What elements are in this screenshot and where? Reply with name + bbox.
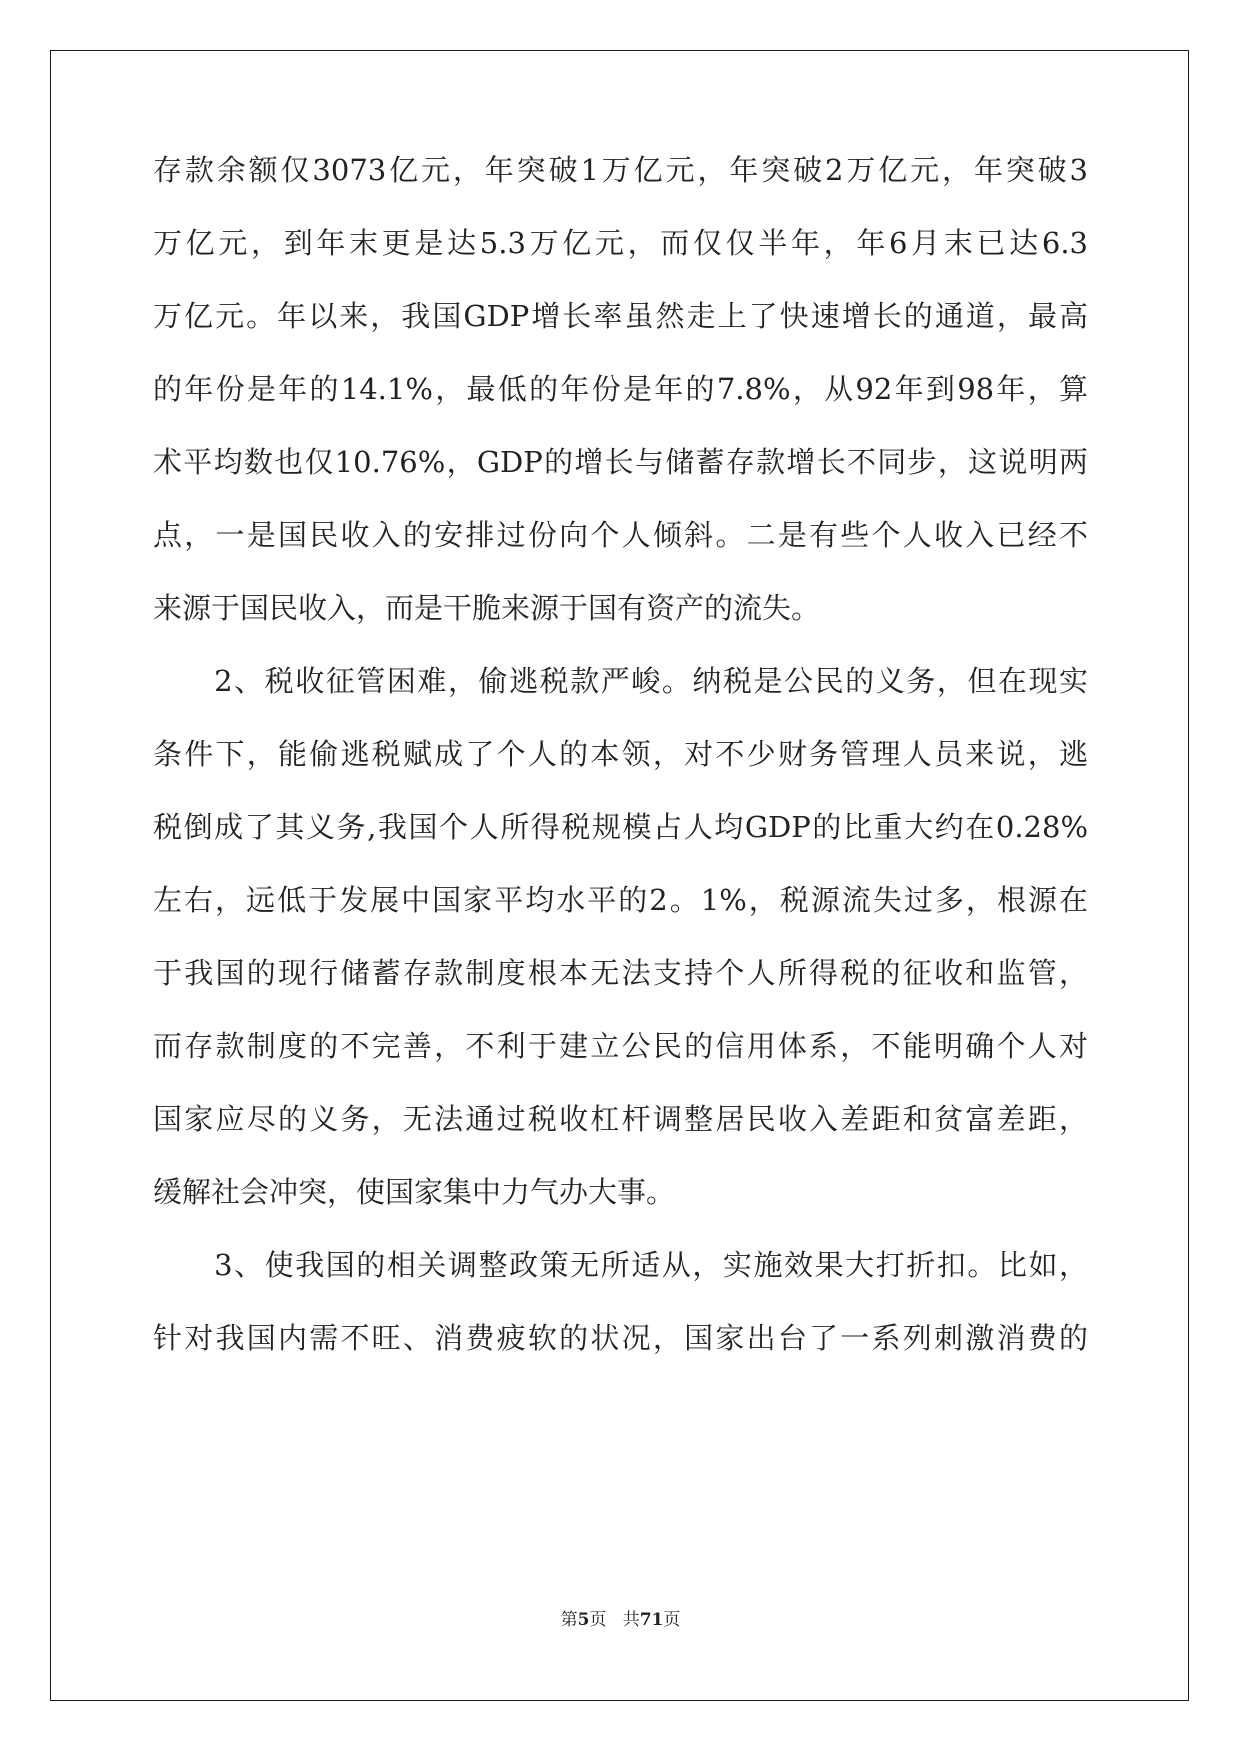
- text-line: 缓解社会冲突，使国家集中力气办大事。: [153, 1175, 676, 1209]
- total-suffix: 页: [663, 1610, 681, 1630]
- text-line: 而存款制度的不完善，不利于建立公民的信用体系，不能明确个人对: [153, 1029, 1088, 1063]
- text-line: 的年份是年的14.1%，最低的年份是年的7.8%，从92年到98年，算: [153, 372, 1088, 406]
- text-line: 税倒成了其义务,我国个人所得税规模占人均GDP的比重大约在0.28%: [153, 810, 1088, 844]
- text-line: 于我国的现行储蓄存款制度根本无法支持个人所得税的征收和监管，: [153, 956, 1088, 990]
- text-line: 来源于国民收入，而是干脆来源于国有资产的流失。: [153, 591, 821, 625]
- text-line: 万亿元。年以来，我国GDP增长率虽然走上了快速增长的通道，最高: [153, 299, 1088, 333]
- page-prefix: 第: [560, 1610, 578, 1630]
- text-line: 万亿元，到年末更是达5.3万亿元，而仅仅半年，年6月末已达6.3: [153, 226, 1088, 260]
- total-pages: 71: [639, 1610, 664, 1630]
- page-suffix: 页: [589, 1610, 607, 1630]
- text-line: 术平均数也仅10.76%，GDP的增长与储蓄存款增长不同步，这说明两: [153, 445, 1088, 479]
- text-line: 国家应尽的义务，无法通过税收杠杆调整居民收入差距和贫富差距，: [153, 1102, 1088, 1136]
- total-prefix: 共: [622, 1610, 640, 1630]
- text-line: 点，一是国民收入的安排过份向个人倾斜。二是有些个人收入已经不: [153, 518, 1088, 552]
- text-line: 左右，远低于发展中国家平均水平的2。1%，税源流失过多，根源在: [153, 883, 1088, 917]
- text-line: 针对我国内需不旺、消费疲软的状况，国家出台了一系列刺激消费的: [153, 1321, 1088, 1355]
- text-line: 条件下，能偷逃税赋成了个人的本领，对不少财务管理人员来说，逃: [153, 737, 1088, 771]
- page-footer: [0, 1608, 1241, 1632]
- paragraph-start: 2、税收征管困难，偷逃税款严峻。纳税是公民的义务，但在现实: [153, 664, 1088, 698]
- text-line: 存款余额仅3073亿元，年突破1万亿元，年突破2万亿元，年突破3: [153, 153, 1088, 187]
- page-number: 5: [577, 1610, 590, 1630]
- paragraph-start: 3、使我国的相关调整政策无所适从，实施效果大打折扣。比如，: [153, 1248, 1088, 1282]
